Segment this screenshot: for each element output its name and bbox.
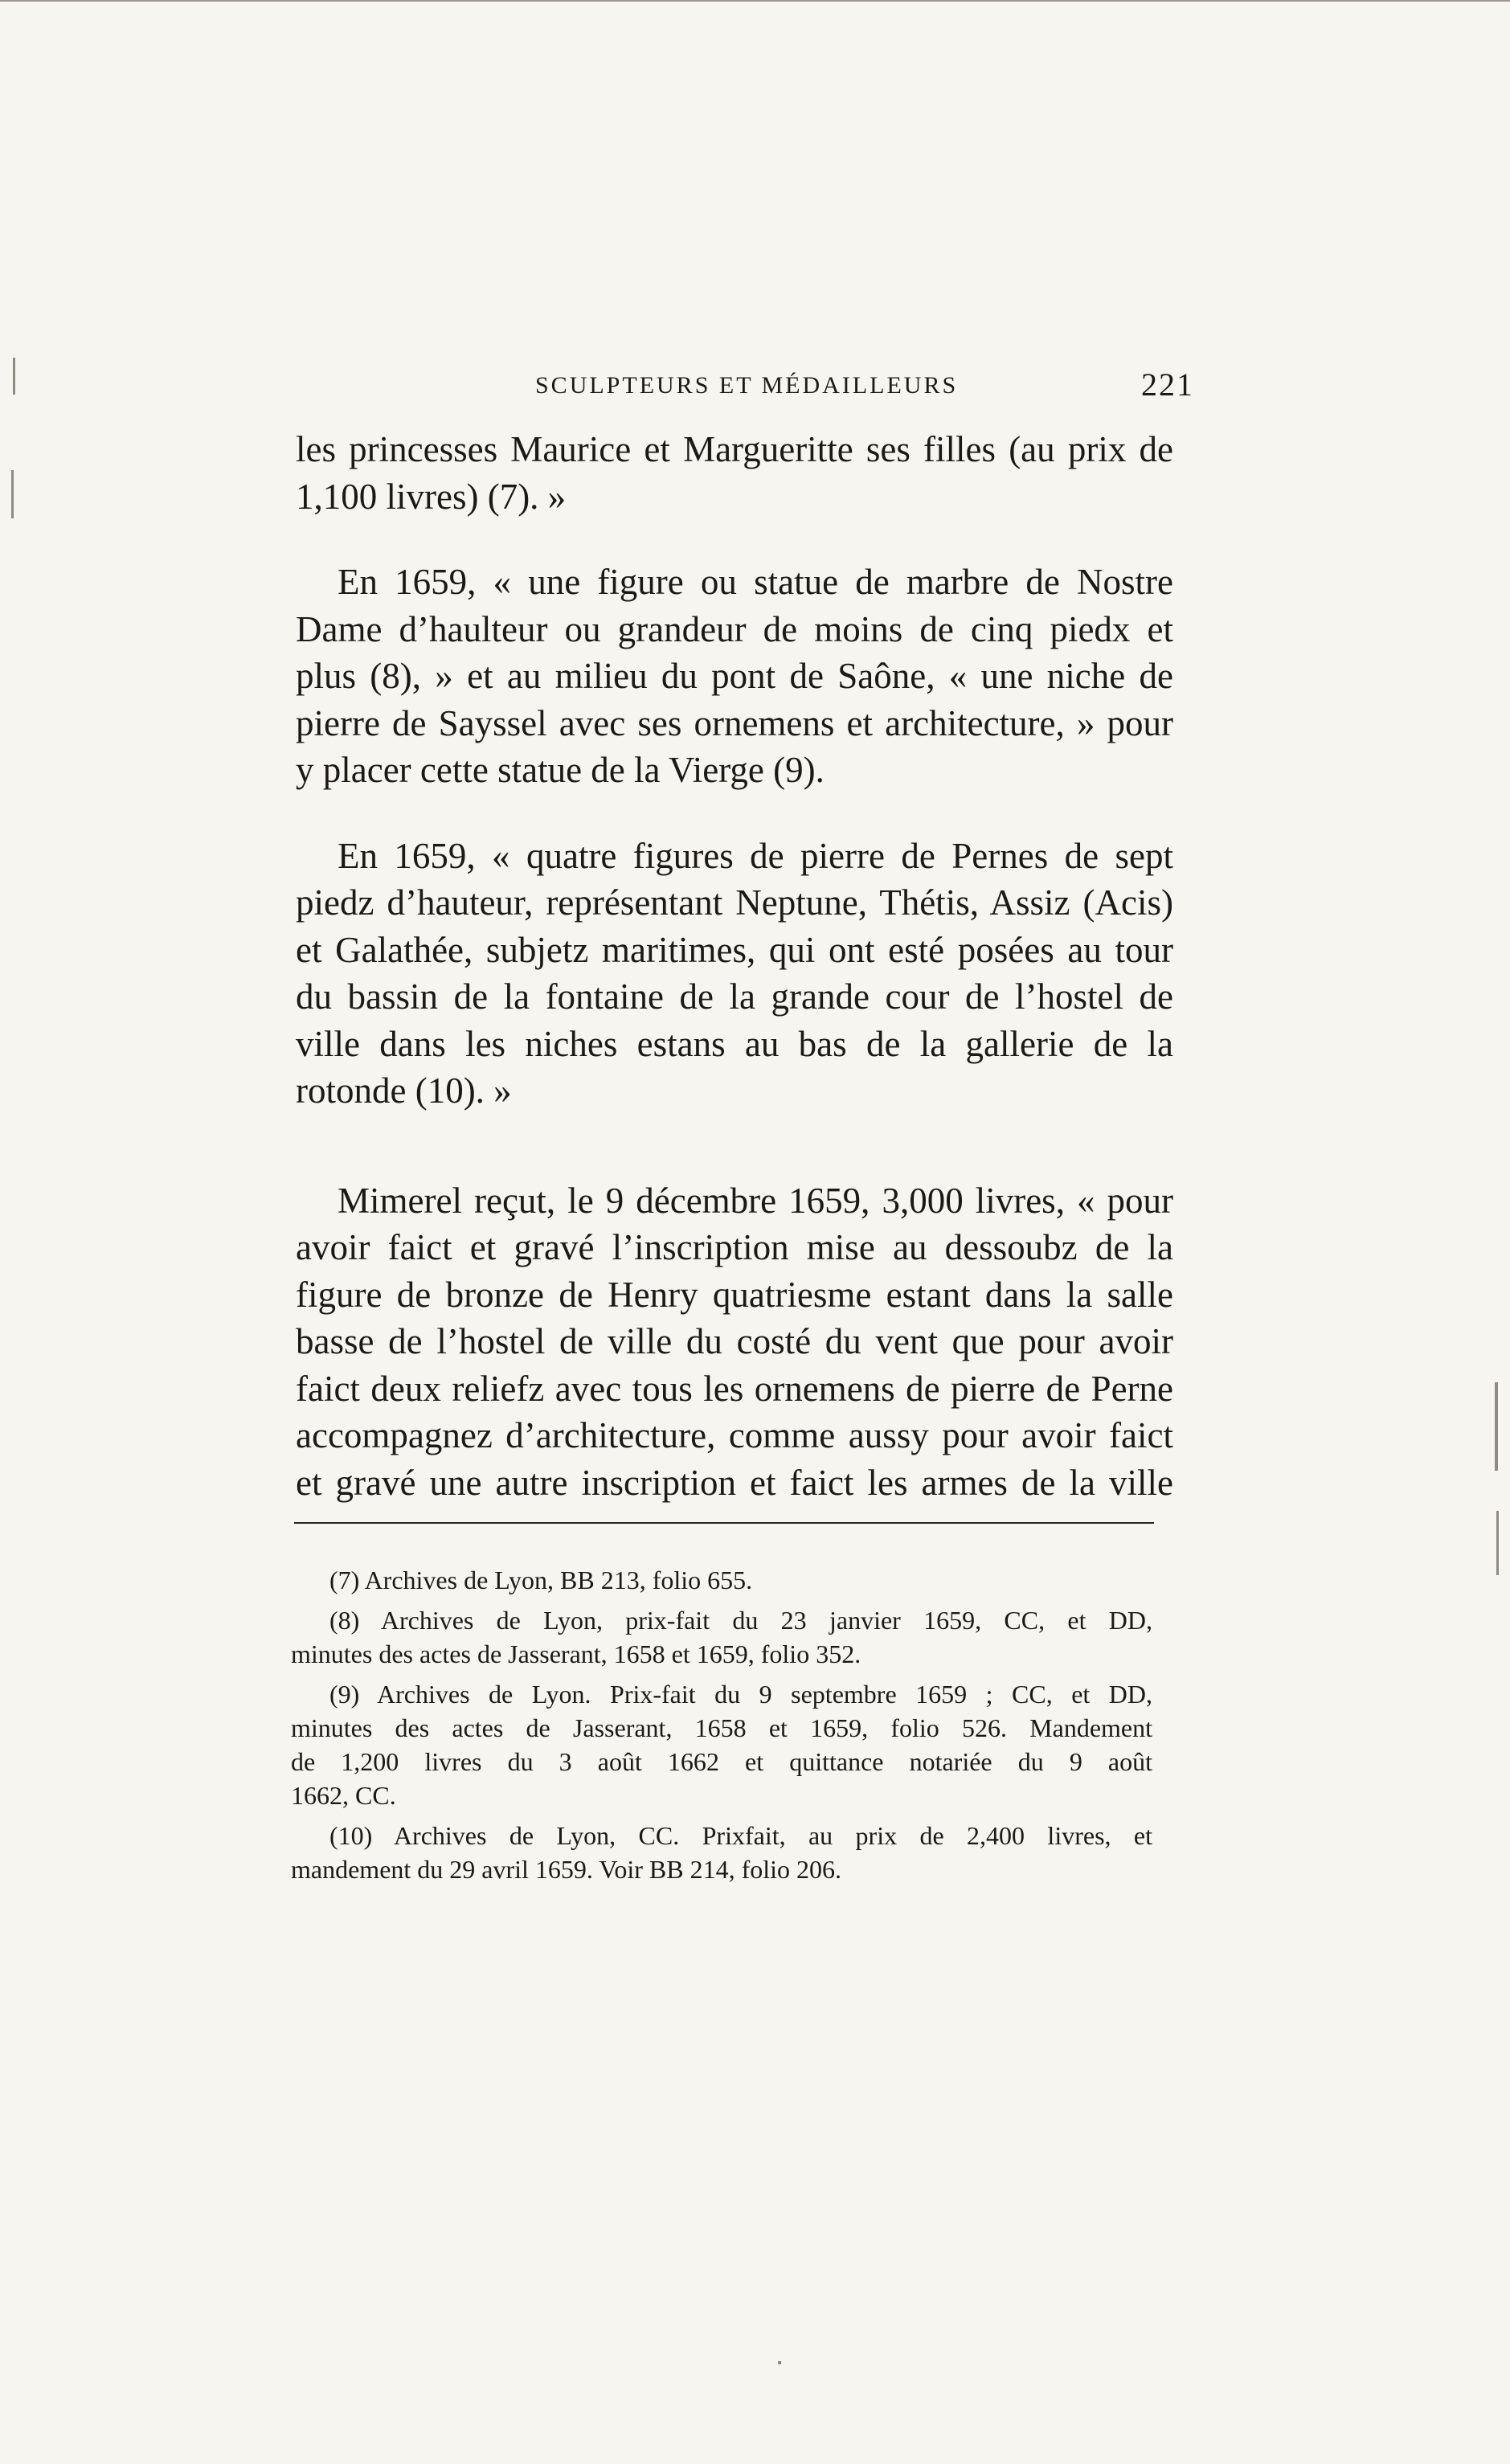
text-line: 1,100 livres) (7). » [296,476,567,517]
footnote-7 [291,1563,1152,1597]
paragraph-1 [296,426,1173,520]
running-title: SCULPTEURS ET MÉDAILLEURS [535,372,959,399]
text-line: pierre de Sayssel avec ses ornemens et architecture, » pour [296,702,1173,743]
footnote-8 [291,1603,1152,1671]
text-line: piedz d’hauteur, représentant Neptune, Thétis, Assiz (Acis) [296,882,1173,923]
text-line: En 1659, « une figure ou statue de marbre de Nostre [338,562,1173,602]
footnote-line: de 1,200 livres du 3 août 1662 et quittance notariée du 9 août [291,1747,1152,1776]
scan-mark [778,2361,781,2364]
footnote-divider [294,1522,1154,1524]
text-line: figure de bronze de Henry quatriesme estant dans la salle [296,1274,1173,1315]
text-line: du bassin de la fontaine de la grande cour de l’hostel de [296,976,1173,1017]
page-header [302,366,1194,414]
page-number: 221 [1141,366,1194,403]
text-line: les princesses Maurice et Margueritte ses filles (au prix de [296,429,1173,469]
text-line: ville dans les niches estans au bas de la gallerie de la [296,1023,1173,1064]
scan-mark [11,470,14,518]
scan-mark [1495,1382,1498,1471]
paragraph-3 [296,833,1173,1115]
footnote-line: (8) Archives de Lyon, prix-fait du 23 janvier 1659, CC, et DD, [329,1606,1152,1635]
footnote-line: minutes des actes de Jasserant, 1658 et 1659, folio 352. [291,1639,861,1668]
footnote-line: mandement du 29 avril 1659. Voir BB 214, folio 206. [291,1855,841,1884]
footnote-line: (10) Archives de Lyon, CC. Prixfait, au prix de 2,400 livres, et [329,1821,1152,1850]
text-line: et gravé une autre inscription et faict les armes de la ville [296,1462,1173,1503]
footnote-10 [291,1819,1152,1886]
text-line: plus (8), » et au milieu du pont de Saône, « une niche de [296,656,1173,696]
footnote-line: (7) Archives de Lyon, BB 213, folio 655. [329,1566,753,1594]
footnote-line: 1662, CC. [291,1781,396,1810]
body-text [296,426,1173,1506]
paragraph-4 [296,1177,1173,1507]
scan-mark [13,358,15,395]
text-line: faict deux reliefz avec tous les ornemens de pierre de Perne [296,1368,1173,1409]
text-line: et Galathée, subjetz maritimes, qui ont esté posées au tour [296,929,1173,970]
paragraph-2 [296,559,1173,794]
text-line: Mimerel reçut, le 9 décembre 1659, 3,000 livres, « pour [338,1180,1173,1221]
footnotes [291,1563,1152,1886]
text-line: y placer cette statue de la Vierge (9). [296,750,825,790]
footnote-9 [291,1677,1152,1812]
scan-mark [1496,1511,1499,1575]
text-line: En 1659, « quatre figures de pierre de Pernes de sept [338,835,1173,876]
footnote-line: minutes des actes de Jasserant, 1658 et 1659, folio 526. Mandement [291,1713,1152,1742]
text-line: rotonde (10). » [296,1070,512,1111]
text-line: basse de l’hostel de ville du costé du vent que pour avoir [296,1321,1173,1361]
text-line: avoir faict et gravé l’inscription mise au dessoubz de la [296,1227,1173,1267]
text-line: accompagnez d’architecture, comme aussy pour avoir faict [296,1415,1173,1455]
text-line: Dame d’haulteur ou grandeur de moins de cinq piedx et [296,608,1173,649]
footnote-line: (9) Archives de Lyon. Prix-fait du 9 septembre 1659 ; CC, et DD, [329,1680,1152,1709]
page-top-edge [0,0,1510,3]
